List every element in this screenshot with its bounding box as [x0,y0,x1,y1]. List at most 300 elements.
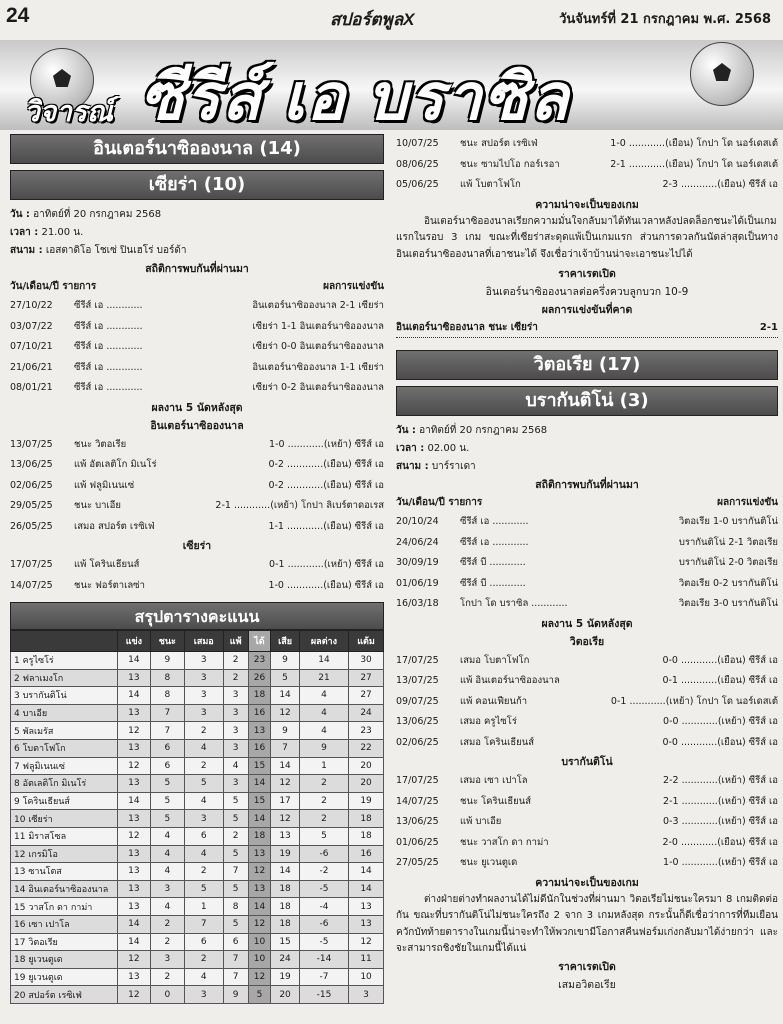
stat-cell: 23 [349,722,384,740]
stat-cell: 5 [299,827,348,845]
stat-cell: 7 [271,739,300,757]
score: 0-3 ............ [663,816,718,827]
stat-cell: 13 [349,898,384,916]
right-column [396,134,778,1020]
h2h-row [396,594,778,615]
stat-cell: 13 [118,863,151,881]
match-date: 13/06/25 [396,716,439,727]
table-row [11,968,384,986]
score: 1-0 ............ [663,857,718,868]
stat-cell: 5 [223,845,248,863]
stat-cell: 12 [248,915,271,933]
match-date: 20/10/24 [396,516,439,527]
venue-competition: (เยือน) ซีรีส์ เอ [717,675,778,686]
stat-cell: 5 [150,792,184,810]
stat-cell: 3 [223,775,248,793]
stat-cell: 5 [150,775,184,793]
stat-cell: -6 [299,915,348,933]
form-title: ผลงาน 5 นัดหลังสุด [541,617,633,630]
prediction-title: ผลการแข่งขันที่คาด [541,304,633,316]
match-date: 10/07/25 [396,138,439,149]
stat-cell: 18 [349,827,384,845]
stat-cell: 6 [184,933,223,951]
football-icon [690,42,754,106]
form-row [396,134,778,155]
team-name: 13 ซานโตส [11,863,118,881]
match-result: วิตอเรีย 0-2 บรากันติโน่ [678,577,778,589]
opponent: แพ้ ฟลูมิเนนเซ่ [74,479,135,491]
score: 2-0 ............ [662,836,718,848]
stat-cell: 3 [184,669,223,687]
team-name: 14 อินเตอร์นาซิอองนาล [11,880,118,898]
stat-cell: 7 [150,722,184,740]
competition: ซีรีส์ เอ ............ [74,300,143,311]
page-number: 24 [6,4,30,27]
form-title: ผลงาน 5 นัดหลังสุด [151,401,243,414]
h2h-title: สถิติการพบกันที่ผ่านมา [145,263,249,275]
stat-cell: 5 [223,810,248,828]
stat-cell: 7 [184,915,223,933]
stat-cell: 3 [223,739,248,757]
stat-cell: 2 [299,792,348,810]
opponent: แพ้ โครินเธียนส์ [74,559,140,570]
odds-title: ราคาเรตเปิด [558,960,616,973]
stat-cell: -2 [299,863,348,881]
table-row [11,775,384,793]
stat-cell: 4 [223,757,248,775]
form-row [396,853,778,874]
stat-cell: 8 [223,898,248,916]
table-row [11,739,384,757]
score: 2-1 ............ [610,158,666,170]
form-row [396,692,778,713]
away-form-list-continued [396,134,778,196]
form-row [396,671,778,692]
odds-text: เสมอวิตอเรีย [558,978,616,991]
home-form-list [396,651,778,754]
match-result: วิตอเรีย 3-0 บรากันติโน่ [678,598,778,609]
score: 2-2 ............ [663,775,718,786]
brand-logo: สปอร์ตพูลX [330,10,415,29]
stat-cell: 2 [299,810,348,828]
stat-cell: 4 [150,863,184,881]
venue-competition: (เหย้า) ซีรีส์ เอ [717,795,778,807]
away-team-bar: เซียร่า (10) [10,170,384,200]
stat-cell: 10 [349,968,384,986]
stat-cell: 3 [184,986,223,1004]
stat-cell: 13 [118,810,151,828]
competition: ซีรีส์ เอ ............ [74,320,143,332]
stat-cell: 14 [248,898,271,916]
stat-cell: -15 [299,986,348,1004]
team-name: 19 ยูเวนตูเด [11,968,118,986]
column-header: เสมอ [184,631,223,652]
table-row [11,652,384,670]
banner-title: ซีรีส์ เอ บราซิล [140,61,571,130]
stat-cell: -5 [299,880,348,898]
team-name: 2 ฟลาเมงโก [11,669,118,687]
stat-cell: 24 [349,704,384,722]
competition: ซีรีส์ เอ ............ [74,361,143,373]
venue-competition: (เหย้า) ซีรีส์ เอ [717,716,778,727]
opponent: เสมอ เซา เปาโล [460,775,528,786]
match-day: วัน : อาทิตย์ที่ 20 กรกฎาคม 2568 [10,209,162,220]
standings-table [10,630,384,1004]
stat-cell: 14 [118,792,151,810]
match-date: 05/06/25 [396,179,439,190]
column-header: แข่ง [118,631,151,652]
team-name: 4 บาเอีย [11,704,118,722]
form-row [10,555,384,576]
score: 0-2 ............ [268,479,324,491]
stat-cell: 24 [271,951,300,969]
stat-cell: -7 [299,968,348,986]
team-name: 5 พัลเมรัส [11,722,118,740]
stat-cell: 12 [248,968,271,986]
stat-cell: 1 [184,898,223,916]
stat-cell: 14 [118,687,151,705]
stat-cell: 4 [184,845,223,863]
stat-cell: 2 [184,757,223,775]
score: 2-1 ............ [215,500,271,511]
match-date: 27/10/22 [10,300,53,311]
stat-cell: 30 [349,652,384,670]
stat-cell: 18 [271,898,300,916]
competition: ซีรีส์ เอ ............ [460,536,529,548]
stat-cell: 12 [271,775,300,793]
stat-cell: 6 [150,757,184,775]
score: 0-1 ............ [610,695,666,707]
stat-cell: 14 [248,810,271,828]
stat-cell: 3 [349,986,384,1004]
table-row [11,845,384,863]
column-header [11,631,118,652]
opponent: ชนะ วิตอเรีย [74,438,127,450]
stat-cell: 12 [118,986,151,1004]
stat-cell: 7 [223,863,248,881]
h2h-list [396,512,778,615]
venue-competition: (เยือน) ซีรีส์ เอ [717,836,778,848]
form-row [10,517,384,538]
stat-cell: 14 [248,775,271,793]
form-row [396,792,778,813]
opponent: ชนะ โครินเธียนส์ [460,795,532,807]
stat-cell: 9 [223,986,248,1004]
h2h-row [396,553,778,574]
standings-title: สรุปตารางคะแนน [10,602,384,630]
match-date: 13/07/25 [10,438,53,450]
match-day: วัน : อาทิตย์ที่ 20 กรกฎาคม 2568 [396,425,548,436]
score: 1-0 ............ [610,138,666,149]
stat-cell: 1 [299,757,348,775]
stat-cell: 14 [349,863,384,881]
stat-cell: 6 [184,827,223,845]
venue-competition: (เหย้า) ซีรีส์ เอ [717,775,778,786]
opponent: เสมอ โครินเธียนส์ [460,736,534,748]
match-date: 02/06/25 [396,736,439,748]
stat-cell: -6 [299,845,348,863]
table-row [11,863,384,881]
match-date: 02/06/25 [10,479,53,491]
match-result: อินเตอร์นาซิอองนาล 1-1 เซียร่า [252,361,384,373]
form-row [10,496,384,517]
match-result: อินเตอร์นาซิอองนาล 2-1 เซียร่า [252,300,384,311]
stat-cell: 3 [184,704,223,722]
team-name: 3 บรากันติโน่ [11,687,118,705]
form-row [396,712,778,733]
competition: ซีรีส์ เอ ............ [460,516,529,527]
venue-competition: (เยือน) ซีรีส์ เอ [717,654,778,666]
stat-cell: 6 [150,739,184,757]
competition: ซีรีส์ เอ ............ [74,341,143,352]
stat-cell: 19 [271,845,300,863]
team-name: 12 เกรมิโอ [11,845,118,863]
stat-cell: -4 [299,898,348,916]
stat-cell: 2 [150,933,184,951]
stat-cell: 14 [118,652,151,670]
analysis-title: ความน่าจะเป็นของเกม [535,876,639,889]
stat-cell: 22 [349,739,384,757]
banner-kicker: วิจารณ์ [24,96,113,127]
h2h-row [10,378,384,399]
opponent: แพ้ โบตาโฟโก [460,179,521,190]
team-name: 18 ยูเวนตูเด [11,951,118,969]
stat-cell: 13 [248,722,271,740]
stat-cell: 18 [271,915,300,933]
stat-cell: 18 [349,810,384,828]
venue-competition: (เยือน) ซีรีส์ เอ [717,736,778,748]
stat-cell: 13 [118,704,151,722]
stat-cell: 13 [118,669,151,687]
match-date: 14/07/25 [396,795,439,807]
stat-cell: 5 [150,810,184,828]
team-name: 7 ฟลูมิเนนเซ่ [11,757,118,775]
stat-cell: 12 [118,951,151,969]
stat-cell: 7 [150,704,184,722]
h2h-title: สถิติการพบกันที่ผ่านมา [535,479,639,491]
match-date: 07/10/21 [10,341,53,352]
analysis-text: ต่างฝ่ายต่างทำผลงานได้ไม่ดีนักในช่วงที่ผ่านมา วิตอเรียไม่ชนะใครมา 8 เกมติดต่อกัน ขณะที่บรากันติโน่ไม่ชนะใครถึง 2 จาก 3 เกมหลังสุด กระนั้นก็ดีเชื่อว่าการที่ทีมเยือนควักบัทท้ายตารางในเกมนี้น่าจะทำให้พวกเขามีโอกาสคืนฟอร์มเก่งกลับมาได้ง่ายกว่า และจะสามารถชิงชัยในเกมนี้ได้แน่ [396,893,778,954]
stat-cell: 5 [271,669,300,687]
stat-cell: 13 [118,880,151,898]
opponent: แพ้ บาเอีย [460,816,502,827]
opponent: ชนะ ยูเวนตูเด [460,857,518,868]
title-banner [0,40,783,130]
table-row [11,792,384,810]
stat-cell: 23 [248,652,271,670]
stat-cell: 4 [150,898,184,916]
venue-competition: (เหย้า) ซีรีส์ เอ [323,559,384,570]
stat-cell: 2 [184,722,223,740]
away-form-list [10,555,384,596]
match-date: 13/07/25 [396,675,439,686]
match-date: 14/07/25 [10,579,53,591]
table-row [11,757,384,775]
home-team-bar: วิตอเรีย (17) [396,350,778,380]
stat-cell: 6 [223,933,248,951]
stat-cell: 7 [223,951,248,969]
table-row [11,722,384,740]
column-header: แพ้ [223,631,248,652]
stat-cell: 2 [184,951,223,969]
stat-cell: 13 [271,827,300,845]
odds-text: อินเตอร์นาซิอองนาลต่อครึ่งควบลูกบวก 10-9 [485,286,689,298]
stat-cell: 13 [118,968,151,986]
score: 1-0 ............ [269,438,324,450]
score: 0-2 ............ [268,459,324,470]
match-date: 17/07/25 [396,654,439,666]
match-date: 01/06/19 [396,577,439,589]
form-row [396,651,778,672]
match-date: 17/07/25 [10,559,53,570]
match-date: 08/01/21 [10,382,53,393]
stat-cell: 15 [248,792,271,810]
stat-cell: 4 [184,792,223,810]
stat-cell: 2 [150,915,184,933]
stat-cell: 9 [271,722,300,740]
score: 2-3 ............ [662,179,718,190]
h2h-list [10,296,384,399]
stat-cell: 4 [150,827,184,845]
match-date: 29/05/25 [10,500,53,511]
stat-cell: 14 [118,933,151,951]
competition: ซีรีส์ เอ ............ [74,382,143,393]
h2h-row [10,296,384,317]
match-date: 08/06/25 [396,158,439,170]
score: 0-0 ............ [662,654,718,666]
stat-cell: 4 [184,739,223,757]
home-team-bar: อินเตอร์นาซิอองนาล (14) [10,134,384,164]
match-result: เซียร่า 1-1 อินเตอร์นาซิอองนาล [252,320,384,332]
table-row [11,915,384,933]
match-date: 13/06/25 [10,459,53,470]
team-name: 15 วาสโก ดา กาม่า [11,898,118,916]
opponent: แพ้ อินเตอร์นาซิอองนาล [460,675,560,686]
score: 0-1 ............ [662,675,718,686]
stat-cell: 9 [299,739,348,757]
opponent: ชนะ วาสโก ดา กาม่า [460,836,549,848]
opponent: ชนะ สปอร์ต เรซิเฟ่ [460,138,538,149]
stat-cell: 21 [299,669,348,687]
venue-competition: (เหย้า) โกปา ลิเบร์ตาดอเรส [270,500,384,511]
match-result: วิตอเรีย 1-0 บรากันติโน่ [678,516,778,527]
score: 0-0 ............ [662,736,718,748]
match-venue: สนาม : บาร์ราเดา [396,461,476,472]
stat-cell: 20 [349,757,384,775]
score: 1-1 ............ [268,520,324,532]
match-result: เซียร่า 0-2 อินเตอร์นาซิอองนาล [252,382,384,393]
table-row [11,827,384,845]
away-form-title: เซียร่า [182,540,212,552]
form-row [10,435,384,456]
stat-cell: 14 [299,652,348,670]
competition: ซีรีส์ บี ............ [460,577,526,589]
stat-cell: 13 [118,898,151,916]
stat-cell: 3 [223,722,248,740]
stat-cell: 3 [150,951,184,969]
stat-cell: 16 [248,739,271,757]
stat-cell: 11 [349,951,384,969]
stat-cell: 5 [248,986,271,1004]
prediction: อินเตอร์นาซิอองนาล ชนะ เซียร่า 2-1 [396,319,778,338]
away-team-bar: บรากันติโน่ (3) [396,386,778,416]
form-row [396,771,778,792]
h2h-row [10,358,384,379]
analysis-text: อินเตอร์นาซิอองนาลเรียกความมั่นใจกลับมาได้ทันเวลาหลังปลดล็อกชนะได้เป็นเกมแรกในรอบ 3 เกม ขณะที่เซียร่าสะดุดแพ้เป็นเกมแรก ส่วนการดวลกันนัดล่าสุดเป็นทางอินเตอร์นาซิอองนาลที่เอาชนะได้ จึงเชื่อว่าเจ้าบ้านน่าจะเอาชนะไปได้ [396,215,778,260]
table-row [11,687,384,705]
venue-competition: (เยือน) ซีรีส์ เอ [717,179,778,190]
stat-cell: 20 [349,775,384,793]
stat-cell: 13 [248,880,271,898]
stat-cell: 5 [184,775,223,793]
stat-cell: 10 [248,951,271,969]
stat-cell: 14 [271,863,300,881]
stat-cell: 12 [118,827,151,845]
match-date: 16/03/18 [396,598,439,609]
stat-cell: 2 [223,669,248,687]
stat-cell: 7 [223,968,248,986]
stat-cell: 26 [248,669,271,687]
stat-cell: 3 [184,687,223,705]
stat-cell: 8 [150,687,184,705]
stat-cell: 19 [349,792,384,810]
match-result: บรากันติโน่ 2-1 วิตอเรีย [678,536,778,548]
stat-cell: 4 [299,687,348,705]
stat-cell: 18 [271,880,300,898]
stat-cell: 5 [223,792,248,810]
stat-cell: 12 [271,810,300,828]
form-row [396,733,778,754]
stat-cell: 10 [248,933,271,951]
column-header: ชนะ [150,631,184,652]
stat-cell: 12 [271,704,300,722]
home-form-list [10,435,384,538]
stat-cell: -5 [299,933,348,951]
stat-cell: 12 [248,863,271,881]
form-row [396,812,778,833]
home-form-title: วิตอเรีย [569,635,605,648]
stat-cell: 4 [150,845,184,863]
stat-cell: -14 [299,951,348,969]
competition: โกปา โด บราซิล ............ [460,598,568,609]
team-name: 9 โครินเธียนส์ [11,792,118,810]
stat-cell: 5 [184,880,223,898]
form-row [10,576,384,597]
stat-cell: 4 [184,968,223,986]
stat-cell: 19 [271,968,300,986]
stat-cell: 14 [349,880,384,898]
match-date: 26/05/25 [10,520,53,532]
opponent: เสมอ สปอร์ต เรซิเฟ่ [74,520,155,532]
opponent: เสมอ โบตาโฟโก [460,654,530,666]
stat-cell: 12 [349,933,384,951]
table-row [11,898,384,916]
table-row [11,933,384,951]
away-form-title: บรากันติโน่ [561,756,613,768]
analysis-title: ความน่าจะเป็นของเกม [535,198,639,211]
match-venue: สนาม : เอสตาดิโอ โชเซ่ ปินเฮโร่ บอร์ด้า [10,245,187,256]
score: 0-1 ............ [269,559,324,570]
match-time: เวลา : 21.00 น. [10,227,84,238]
stat-cell: 12 [118,757,151,775]
stat-cell: 27 [349,687,384,705]
page-header [0,0,783,41]
team-name: 17 วิตอเรีย [11,933,118,951]
stat-cell: 14 [271,687,300,705]
stat-cell: 3 [223,687,248,705]
column-header: ได้ [248,631,271,652]
stat-cell: 20 [271,986,300,1004]
